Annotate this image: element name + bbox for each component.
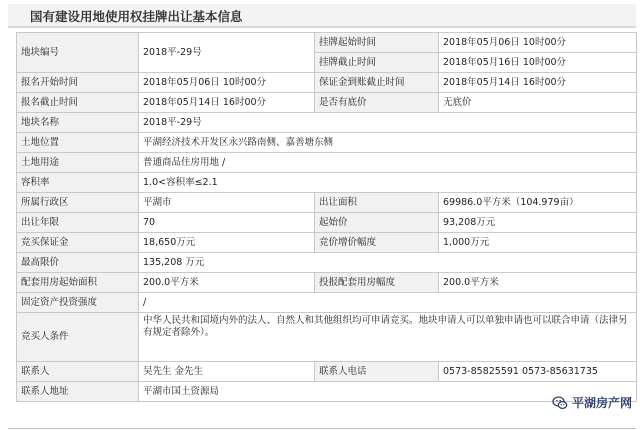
signup-start-label: 报名开始时间 [17,73,139,93]
bid-deposit-label: 竞买保证金 [17,233,139,253]
start-price-value: 93,208万元 [439,213,637,233]
land-use-label: 土地用途 [17,153,139,173]
support-increment-label: 投报配套用房幅度 [315,273,439,293]
page-title: 国有建设用地使用权挂牌出让基本信息 [30,9,243,24]
reserve-price-value: 无底价 [439,93,637,113]
bidder-conditions-value: 中华人民共和国境内外的法人、自然人和其他组织均可申请竞买。地块申请人可以单独申请也可以联合申请（法律另有规定者除外）。 [139,313,637,362]
plot-ratio-value: 1.0<容积率≤2.1 [139,173,637,193]
contact-value: 吴先生 金先生 [139,362,315,382]
area-label: 出让面积 [315,193,439,213]
listing-end-label: 挂牌截止时间 [315,53,439,73]
investment-intensity-label: 固定资产投资强度 [17,293,139,313]
term-label: 出让年限 [17,213,139,233]
bid-deposit-value: 18,650万元 [139,233,315,253]
listing-start-label: 挂牌起始时间 [315,33,439,53]
deposit-deadline-value: 2018年05月14日 16时00分 [439,73,637,93]
signup-end-label: 报名截止时间 [17,93,139,113]
land-info-table [16,32,637,402]
contact-phone-value: 0573-85825591 0573-85631735 [439,362,637,382]
location-value: 平湖经济技术开发区永兴路南侧、嘉善塘东侧 [139,133,637,153]
table-row [17,362,637,382]
divider [8,428,636,429]
listing-start-value: 2018年05月06日 10时00分 [439,33,637,53]
investment-intensity-value: / [139,293,637,313]
contact-address-value: 平湖市国土资源局 [139,382,637,402]
signup-start-value: 2018年05月06日 10时00分 [139,73,315,93]
listing-end-value: 2018年05月16日 10时00分 [439,53,637,73]
table-row [17,93,637,113]
parcel-name-label: 地块名称 [17,113,139,133]
land-use-value: 普通商品住房用地 / [139,153,637,173]
contact-phone-label: 联系人电话 [315,362,439,382]
max-price-label: 最高限价 [17,253,139,273]
term-value: 70 [139,213,315,233]
support-area-value: 200.0平方米 [139,273,315,293]
bid-increment-value: 1,000万元 [439,233,637,253]
district-value: 平湖市 [139,193,315,213]
reserve-price-label: 是否有底价 [315,93,439,113]
table-row [17,153,637,173]
table-row [17,313,637,362]
area-value: 69986.0平方米（104.979亩） [439,193,637,213]
wechat-icon [552,395,568,411]
table-row [17,253,637,273]
location-label: 土地位置 [17,133,139,153]
table-row [17,273,637,293]
signup-end-value: 2018年05月14日 16时00分 [139,93,315,113]
contact-label: 联系人 [17,362,139,382]
table-row [17,213,637,233]
parcel-no-label: 地块编号 [17,33,139,73]
table-row [17,382,637,402]
bid-increment-label: 竞价增价幅度 [315,233,439,253]
table-row [17,133,637,153]
contact-address-label: 联系人地址 [17,382,139,402]
parcel-no-value: 2018平-29号 [139,33,315,73]
table-row [17,173,637,193]
plot-ratio-label: 容积率 [17,173,139,193]
max-price-value: 135,208 万元 [139,253,637,273]
support-area-label: 配套用房起始面积 [17,273,139,293]
start-price-label: 起始价 [315,213,439,233]
bidder-conditions-label: 竞买人条件 [17,313,139,362]
support-increment-value: 200.0平方米 [439,273,637,293]
district-label: 所属行政区 [17,193,139,213]
table-row [17,113,637,133]
deposit-deadline-label: 保证金到账截止时间 [315,73,439,93]
table-row [17,33,637,53]
table-row [17,193,637,213]
table-row [17,233,637,253]
parcel-name-value: 2018平-29号 [139,113,637,133]
watermark [552,394,632,411]
watermark-text: 平湖房产网 [571,396,632,410]
table-row [17,73,637,93]
title-bar [8,4,636,28]
table-row [17,293,637,313]
